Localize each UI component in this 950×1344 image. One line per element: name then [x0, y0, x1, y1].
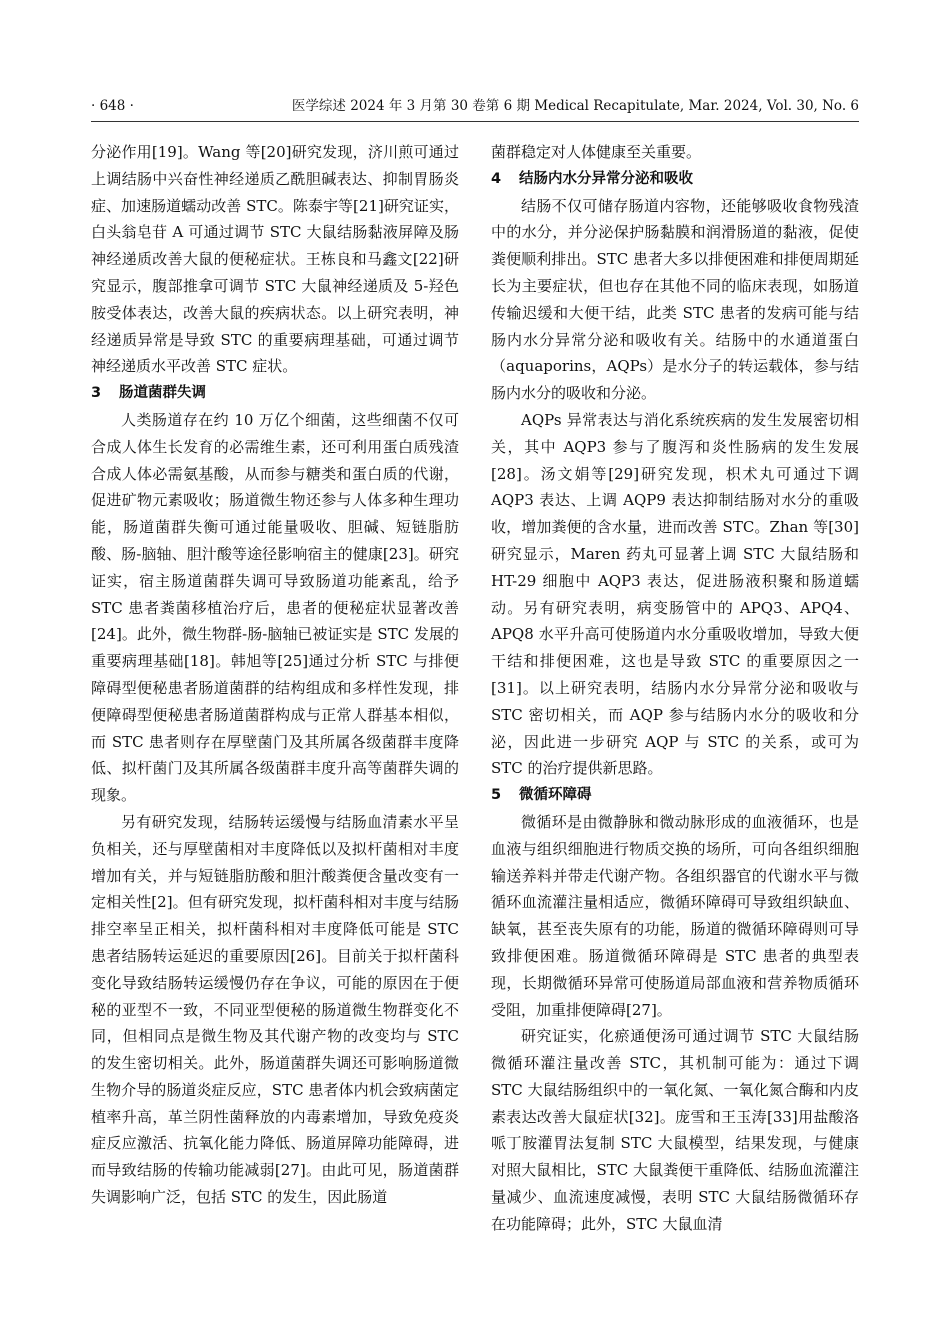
left-column [91, 139, 459, 1211]
section-title: 结肠内水分异常分泌和吸收 [519, 170, 693, 187]
section-number: 3 [91, 385, 102, 402]
paragraph-aqp: AQPs 异常表达与消化系统疾病的发生发展密切相关，其中 AQP3 参与了腹泻和炎性肠病的发生发展[28]。汤文娟等[29]研究发现，枳术丸可通过下调 AQP3 表达、上调 AQP9 表达抑制结肠对水分的重吸收，增加粪便的含水量，进而改善 STC。Zhan 等[30]研究显示，Maren 药丸可显著上调 STC 大鼠结肠和 HT-29 细胞中 AQP3 表达，促进肠液积聚和肠道蠕动。另有研究表明，病变肠管中的 APQ3、APQ4、APQ8 水平升高可使肠道内水分重吸收增加，导致大便干结和排便困难，这也是导致 STC 的重要原因之一[31]。以上研究表明，结肠内水分异常分泌和吸收与 STC 密切相关，而 AQP 参与结肠内水分的吸收和分泌，因此进一步研究 AQP 与 STC 的关系，或可为 STC 的治疗提供新思路。 [491, 410, 859, 778]
paragraph-microcirculation: 微循环是由微静脉和微动脉形成的血液循环，也是血液与组织细胞进行物质交换的场所，可向各组织细胞输送养料并带走代谢产物。各组织器官的代谢水平与微循环血流灌注量相适应，微循环障碍可导致组织缺血、缺氧，甚至丧失原有的功能，肠道的微循环障碍则可导致排便困难。肠道微循环障碍是 STC 患者的典型表现，长期微循环异常可使肠道局部血液和营养物质循环受阻，加重排便障碍[27]。 [491, 812, 859, 1019]
header-rule [91, 121, 859, 122]
paragraph-continuation: 菌群稳定对人体健康至关重要。 [491, 143, 702, 161]
section-number: 5 [491, 787, 502, 804]
right-column [491, 139, 859, 1238]
page-number: · 648 · [91, 98, 134, 114]
running-header [91, 96, 859, 120]
paragraph-microcirculation-research: 研究证实，化瘀通便汤可通过调节 STC 大鼠结肠微循环灌注量改善 STC，其机制可能为：通过下调 STC 大鼠结肠组织中的一氧化氮、一氧化氮合酶和内皮素表达改善大鼠症状[32]。庞雪和王玉涛[33]用盐酸洛哌丁胺灌胃法复制 STC 大鼠模型，结果发现，与健康对照大鼠相比，STC 大鼠粪便干重降低、结肠血流灌注量减少、血流速度减慢，表明 STC 大鼠结肠微循环存在功能障碍；此外，STC 大鼠血清 [491, 1027, 859, 1233]
paragraph-colon-water: 结肠不仅可储存肠道内容物，还能够吸收食物残渣中的水分，并分泌保护肠黏膜和润滑肠道的黏液，促使粪便顺利排出。STC 患者大多以排便困难和排便周期延长为主要症状，但也存在其他不同的临床表现，如肠道传输迟缓和大便干结，此类 STC 患者的发病可能与结肠内水分异常分泌和吸收有关。结肠中的水通道蛋白（aquaporins，AQPs）是水分子的转运载体，参与结肠内水分的吸收和分泌。 [491, 196, 859, 403]
paragraph-gut-microbiota: 人类肠道存在约 10 万亿个细菌，这些细菌不仅可合成人体生长发育的必需维生素，还可利用蛋白质残渣合成人体必需氨基酸，从而参与糖类和蛋白质的代谢，促进矿物元素吸收；肠道微生物还参与人体多种生理功能，肠道菌群失衡可通过能量吸收、胆碱、短链脂肪酸、肠-脑轴、胆汁酸等途径影响宿主的健康[23]。研究证实，宿主肠道菌群失调可导致肠道功能紊乱，给予 STC 患者粪菌移植治疗后，患者的便秘症状显著改善[24]。此外，微生物群-肠-脑轴已被证实是 STC 发展的重要病理基础[18]。韩旭等[25]通过分析 STC 与排便障碍型便秘患者肠道菌群的结构组成和多样性发现，排便障碍型便秘患者肠道菌群构成与正常人群基本相似，而 STC 患者则存在厚壁菌门及其所属各级菌群丰度降低、拟杆菌门及其所属各级菌群丰度升高等菌群失调的现象。 [91, 410, 459, 805]
journal-citation: 医学综述 2024 年 3 月第 30 卷第 6 期 Medical Recapitulate, Mar. 2024, Vol. 30, No. 6 [291, 98, 859, 114]
paragraph-colon-transit: 另有研究发现，结肠转运缓慢与结肠血清素水平呈负相关，还与厚壁菌相对丰度降低以及拟杆菌相对丰度增加有关，并与短链脂肪酸和胆汁酸粪便含量改变有一定相关性[2]。但有研究发现，拟杆菌科相对丰度与结肠排空率呈正相关，拟杆菌科相对丰度降低可能是 STC 患者结肠转运延迟的重要原因[26]。目前关于拟杆菌科变化导致结肠转运缓慢仍存在争议，可能的原因在于便秘的亚型不一致，不同亚型便秘的肠道微生物群变化不同，但相同点是微生物及其代谢产物的改变均与 STC 的发生密切相关。此外，肠道菌群失调还可影响肠道微生物介导的肠道炎症反应，STC 患者体内机会致病菌定植率升高，革兰阴性菌释放的内毒素增加，导致免疫炎症反应激活、抗氧化能力降低、肠道屏障功能障碍，进而导致结肠的传输功能减弱[27]。由此可见，肠道菌群失调影响广泛，包括 STC 的发生，因此肠道 [91, 812, 459, 1207]
section-heading-3 [91, 380, 459, 407]
section-heading-5 [491, 782, 859, 809]
section-number: 4 [491, 170, 502, 187]
section-title: 肠道菌群失调 [119, 385, 206, 402]
paragraph-neurotransmitter-end: 分泌作用[19]。Wang 等[20]研究发现，济川煎可通过上调结肠中兴奋性神经递质乙酰胆碱表达、抑制胃肠炎症、加速肠道蠕动改善 STC。陈泰宇等[21]研究证实，白头翁皂苷 A 可通过调节 STC 大鼠结肠黏液屏障及肠神经递质改善大鼠的便秘症状。王栋良和马鑫文[22]研究显示，腹部推拿可调节 STC 大鼠神经递质及 5-羟色胺受体表达，改善大鼠的疾病状态。以上研究表明，神经递质异常是导致 STC 的重要病理基础，可通过调节神经递质水平改善 STC 症状。 [91, 143, 459, 376]
section-heading-4 [491, 166, 859, 193]
section-title: 微循环障碍 [519, 787, 592, 804]
